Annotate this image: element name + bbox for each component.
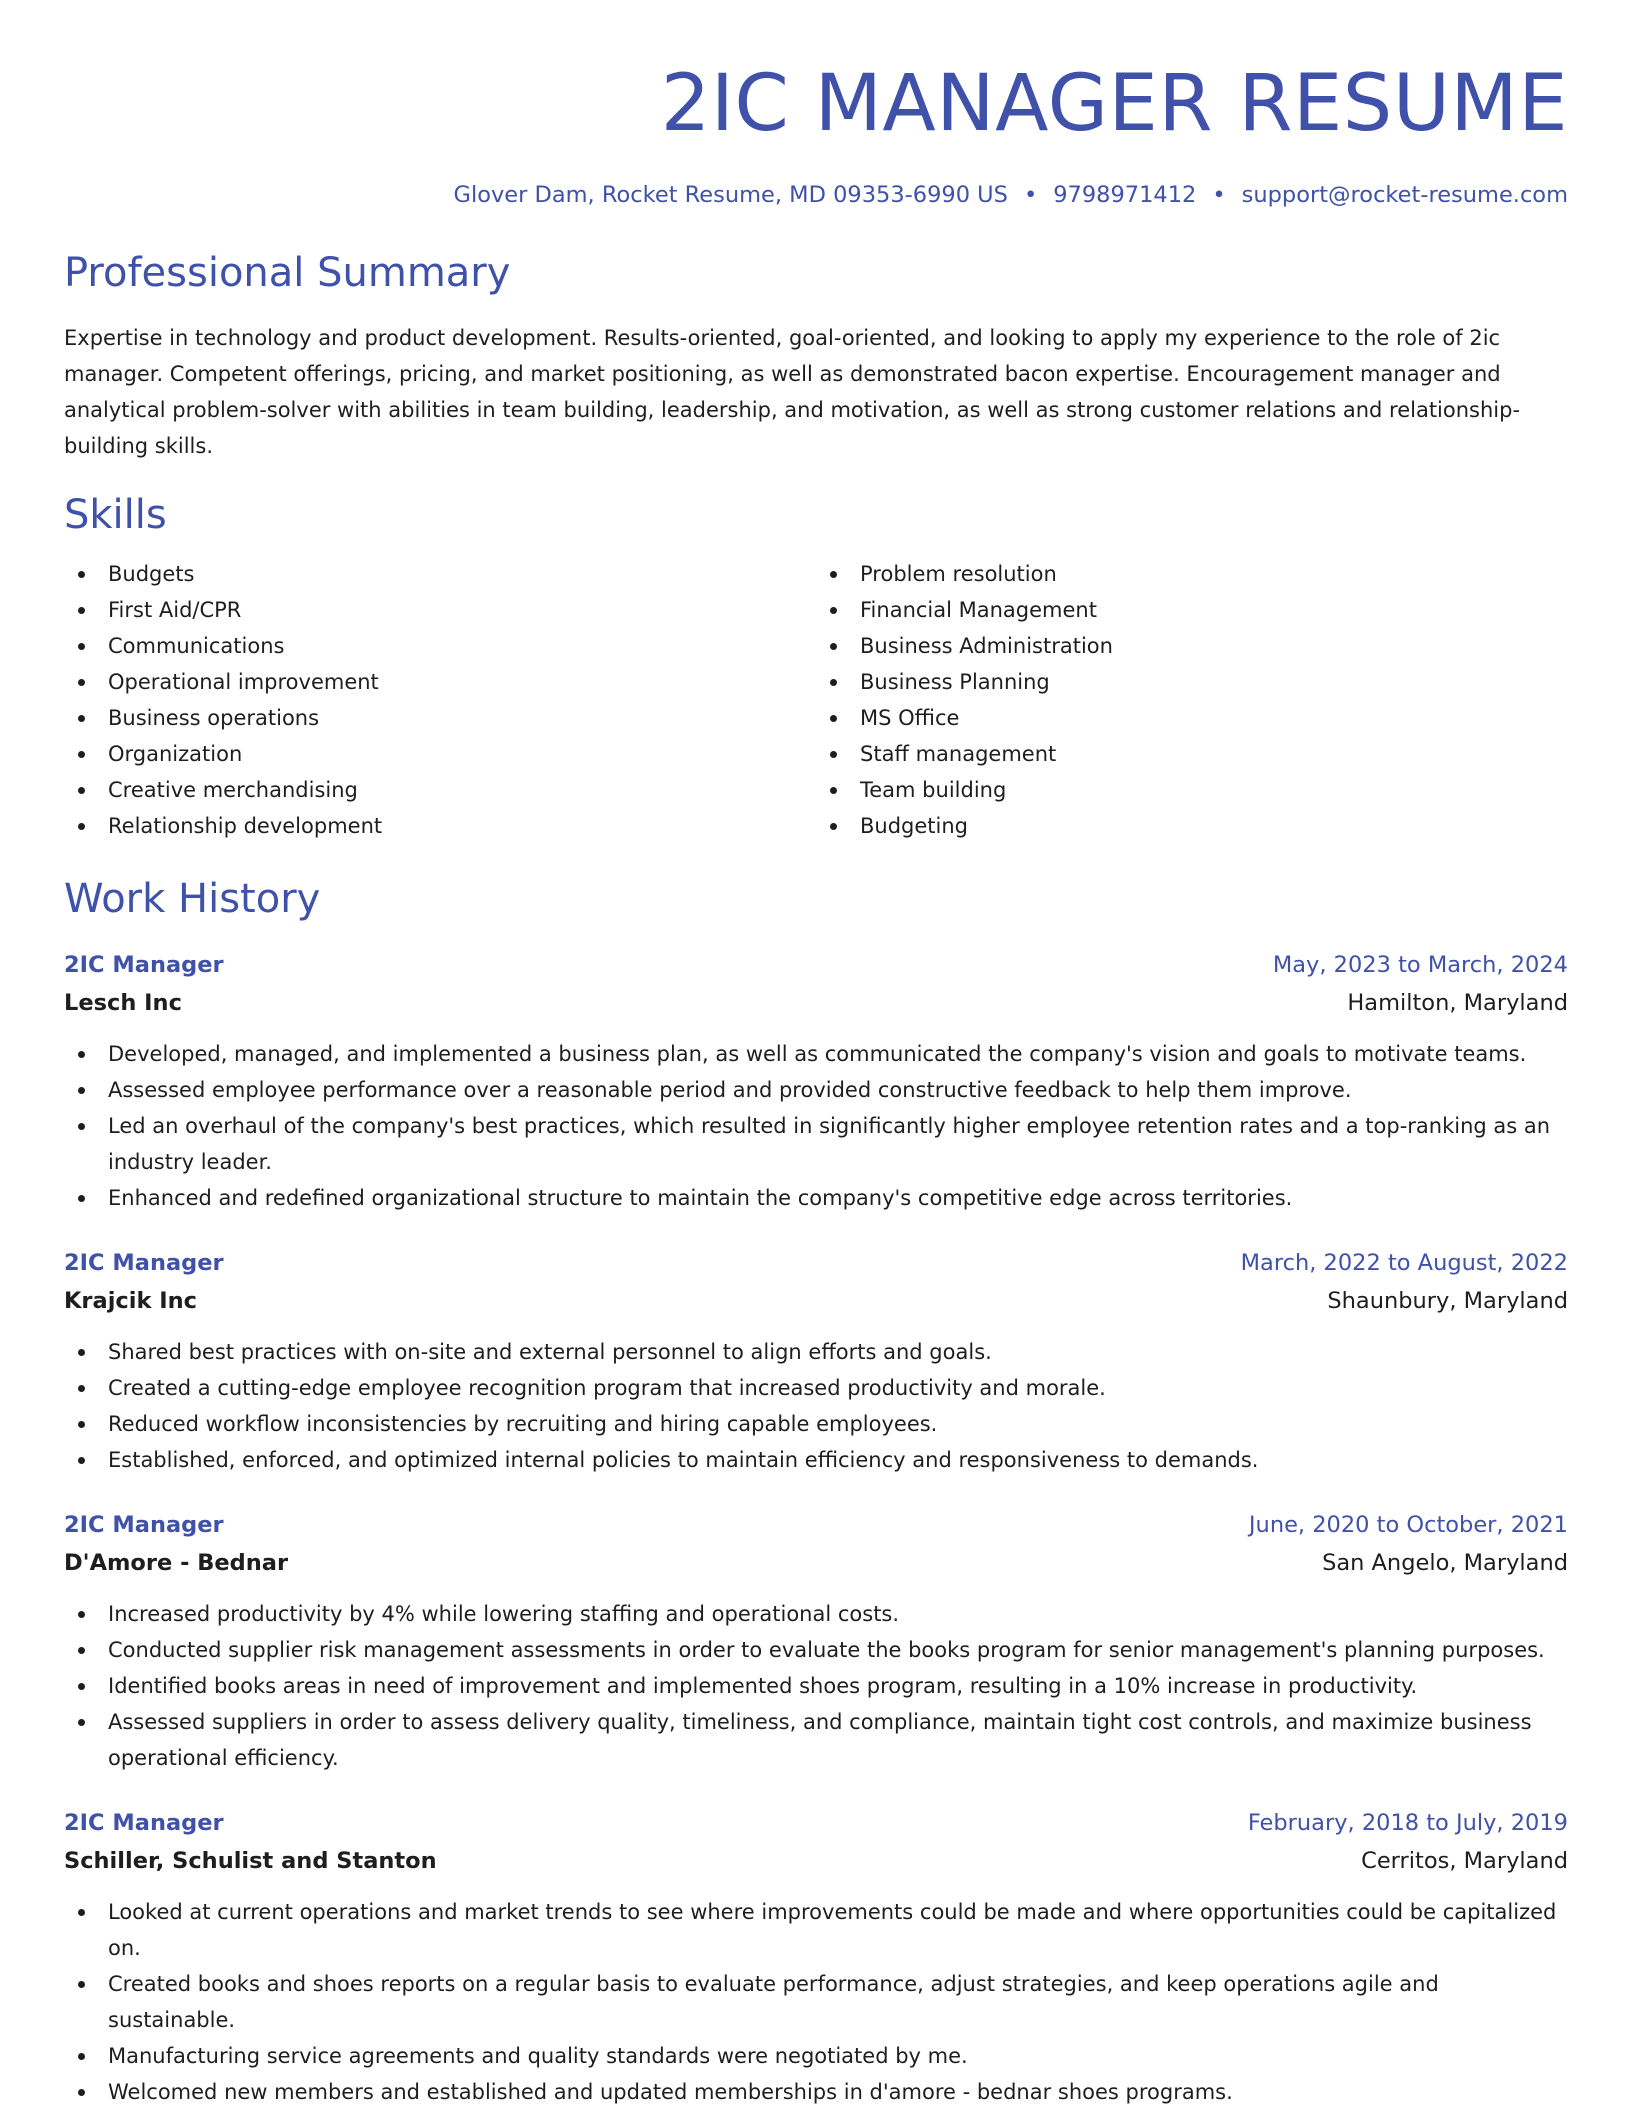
summary-text: Expertise in technology and product development. Results-oriented, goal-oriented, and looking to apply my experience to the role of 2ic manager. Competent offerings, pricing, and market positioning, as well as demonstrated bacon expertise. Encouragement manager and analytical problem-solver with abilities in team building, leadership, and motivation, as well as strong customer relations and relationship-building skills. xyxy=(64,326,1521,458)
job-bullets xyxy=(64,1894,1568,2110)
skill-item: Operational improvement xyxy=(108,664,816,700)
skill-item: Business Planning xyxy=(860,664,1568,700)
job-bullets xyxy=(64,1596,1568,1776)
skill-item: Business operations xyxy=(108,700,816,736)
job-dates: May, 2023 to March, 2024 xyxy=(1272,952,1568,978)
job-company-row xyxy=(64,1842,1568,1880)
contact-separator: • xyxy=(1023,182,1038,208)
contact-address: Glover Dam, Rocket Resume, MD 09353-6990 US xyxy=(453,182,1008,208)
job-dates: February, 2018 to July, 2019 xyxy=(1247,1810,1568,1836)
skill-item: Business Administration xyxy=(860,628,1568,664)
job-bullets xyxy=(64,1036,1568,1216)
job-location: San Angelo, Maryland xyxy=(1322,1550,1568,1576)
job-bullet: Enhanced and redefined organizational structure to maintain the company's competitive edge across territories. xyxy=(108,1180,1568,1216)
job-bullet: Reduced workflow inconsistencies by recruiting and hiring capable employees. xyxy=(108,1406,1568,1442)
job-company-row xyxy=(64,984,1568,1022)
job-bullet: Developed, managed, and implemented a business plan, as well as communicated the company's vision and goals to motivate teams. xyxy=(108,1036,1568,1072)
skill-item: First Aid/CPR xyxy=(108,592,816,628)
job-header-row xyxy=(64,946,1568,984)
work-history-heading: Work History xyxy=(64,876,321,922)
job-location: Shaunbury, Maryland xyxy=(1327,1288,1568,1314)
skill-item: Staff management xyxy=(860,736,1568,772)
job-title: 2IC Manager xyxy=(64,1250,224,1276)
skill-item: Organization xyxy=(108,736,816,772)
skill-item: Problem resolution xyxy=(860,556,1568,592)
job-bullet: Assessed suppliers in order to assess delivery quality, timeliness, and compliance, maintain tight cost controls, and maximize business operational efficiency. xyxy=(108,1704,1568,1776)
skill-item: Team building xyxy=(860,772,1568,808)
skills-list-right xyxy=(816,556,1568,844)
job-bullet: Welcomed new members and established and updated memberships in d'amore - bednar shoes programs. xyxy=(108,2074,1568,2110)
skill-item: Budgeting xyxy=(860,808,1568,844)
job-company-row xyxy=(64,1544,1568,1582)
job-company: Krajcik Inc xyxy=(64,1288,198,1314)
skills-heading: Skills xyxy=(64,492,167,538)
contact-phone: 9798971412 xyxy=(1053,182,1197,208)
job-bullet: Identified books areas in need of improvement and implemented shoes program, resulting in a 10% increase in productivity. xyxy=(108,1668,1568,1704)
summary-heading: Professional Summary xyxy=(64,250,511,296)
job-header-row xyxy=(64,1244,1568,1282)
contact-email: support@rocket-resume.com xyxy=(1241,182,1568,208)
job-entry xyxy=(64,1804,1568,2110)
job-bullet: Led an overhaul of the company's best practices, which resulted in significantly higher employee retention rates and a top-ranking as an industry leader. xyxy=(108,1108,1568,1180)
job-bullet: Manufacturing service agreements and quality standards were negotiated by me. xyxy=(108,2038,1568,2074)
job-company-row xyxy=(64,1282,1568,1320)
contact-line xyxy=(64,180,1568,210)
skill-item: Relationship development xyxy=(108,808,816,844)
job-entry xyxy=(64,946,1568,1216)
job-bullet: Created a cutting-edge employee recognition program that increased productivity and morale. xyxy=(108,1370,1568,1406)
job-bullet: Looked at current operations and market trends to see where improvements could be made and where opportunities could be capitalized on. xyxy=(108,1894,1568,1966)
skill-item: MS Office xyxy=(860,700,1568,736)
job-header-row xyxy=(64,1804,1568,1842)
job-entry xyxy=(64,1506,1568,1776)
job-dates: March, 2022 to August, 2022 xyxy=(1240,1250,1568,1276)
skill-item: Financial Management xyxy=(860,592,1568,628)
resume-title: 2IC MANAGER RESUME xyxy=(660,59,1568,149)
job-company: Schiller, Schulist and Stanton xyxy=(64,1848,437,1874)
skills-grid xyxy=(64,556,1568,844)
contact-separator: • xyxy=(1212,182,1226,208)
job-header-row xyxy=(64,1506,1568,1544)
skills-list-left xyxy=(64,556,816,844)
job-bullet: Increased productivity by 4% while lowering staffing and operational costs. xyxy=(108,1596,1568,1632)
job-bullet: Assessed employee performance over a reasonable period and provided constructive feedback to help them improve. xyxy=(108,1072,1568,1108)
job-entry xyxy=(64,1244,1568,1478)
job-bullets xyxy=(64,1334,1568,1478)
job-title: 2IC Manager xyxy=(64,1512,224,1538)
job-company: D'Amore - Bednar xyxy=(64,1550,289,1576)
job-bullet: Shared best practices with on-site and external personnel to align efforts and goals. xyxy=(108,1334,1568,1370)
job-location: Hamilton, Maryland xyxy=(1347,990,1568,1016)
job-dates: June, 2020 to October, 2021 xyxy=(1248,1512,1568,1538)
skill-item: Budgets xyxy=(108,556,816,592)
job-location: Cerritos, Maryland xyxy=(1361,1848,1568,1874)
job-title: 2IC Manager xyxy=(64,1810,224,1836)
job-bullet: Conducted supplier risk management assessments in order to evaluate the books program for senior management's planning purposes. xyxy=(108,1632,1568,1668)
skill-item: Creative merchandising xyxy=(108,772,816,808)
skill-item: Communications xyxy=(108,628,816,664)
job-company: Lesch Inc xyxy=(64,990,182,1016)
job-bullet: Created books and shoes reports on a regular basis to evaluate performance, adjust strategies, and keep operations agile and sustainable. xyxy=(108,1966,1568,2038)
job-bullet: Established, enforced, and optimized internal policies to maintain efficiency and responsiveness to demands. xyxy=(108,1442,1568,1478)
job-title: 2IC Manager xyxy=(64,952,224,978)
